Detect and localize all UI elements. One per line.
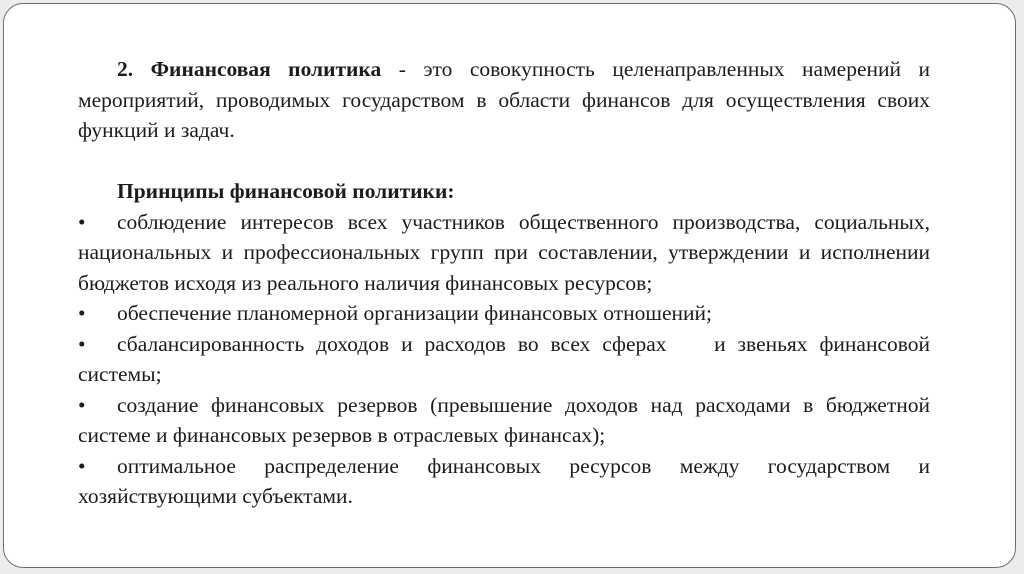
principle-text: оптимальное распределение финансовых ресурсов между государством и хозяйствующими субъектами. <box>78 453 930 508</box>
bullet-icon: • <box>78 331 86 356</box>
principle-item-2 <box>78 298 930 329</box>
definition-term: Финансовая политика <box>150 57 382 81</box>
bullet-icon: • <box>78 209 86 234</box>
principle-item-5 <box>78 451 930 512</box>
definition-number: 2. <box>117 57 134 81</box>
principle-item-3 <box>78 329 936 390</box>
bullet-icon: • <box>78 453 86 478</box>
slide-frame <box>3 3 1016 568</box>
definition-text: - это совокупность целенаправленных намерений и мероприятий, проводимых государством в области финансов для осуществления своих функций и задач. <box>78 57 930 142</box>
principle-text: обеспечение планомерной организации финансовых отношений; <box>117 301 712 325</box>
principle-item-4 <box>78 390 930 451</box>
principles-heading: Принципы финансовой политики: <box>117 179 455 203</box>
principle-text: соблюдение интересов всех участников общественного производства, социальных, национальных и профессиональных групп при составлении, утверждении и исполнении бюджетов исходя из реального наличия финансовых ресурсов; <box>78 209 930 295</box>
principle-text: сбалансированность доходов и расходов во всех сферах и звеньях финансовой системы; <box>78 331 936 386</box>
principle-text: создание финансовых резервов (превышение доходов над расходами в бюджетной системе и финансовых резервов в отраслевых финансах); <box>78 392 930 447</box>
slide-content <box>78 54 936 512</box>
principle-item-1 <box>78 207 930 299</box>
bullet-icon: • <box>78 301 86 325</box>
bullet-icon: • <box>78 392 86 417</box>
paragraph-spacer <box>78 146 930 177</box>
definition-paragraph <box>78 54 930 146</box>
